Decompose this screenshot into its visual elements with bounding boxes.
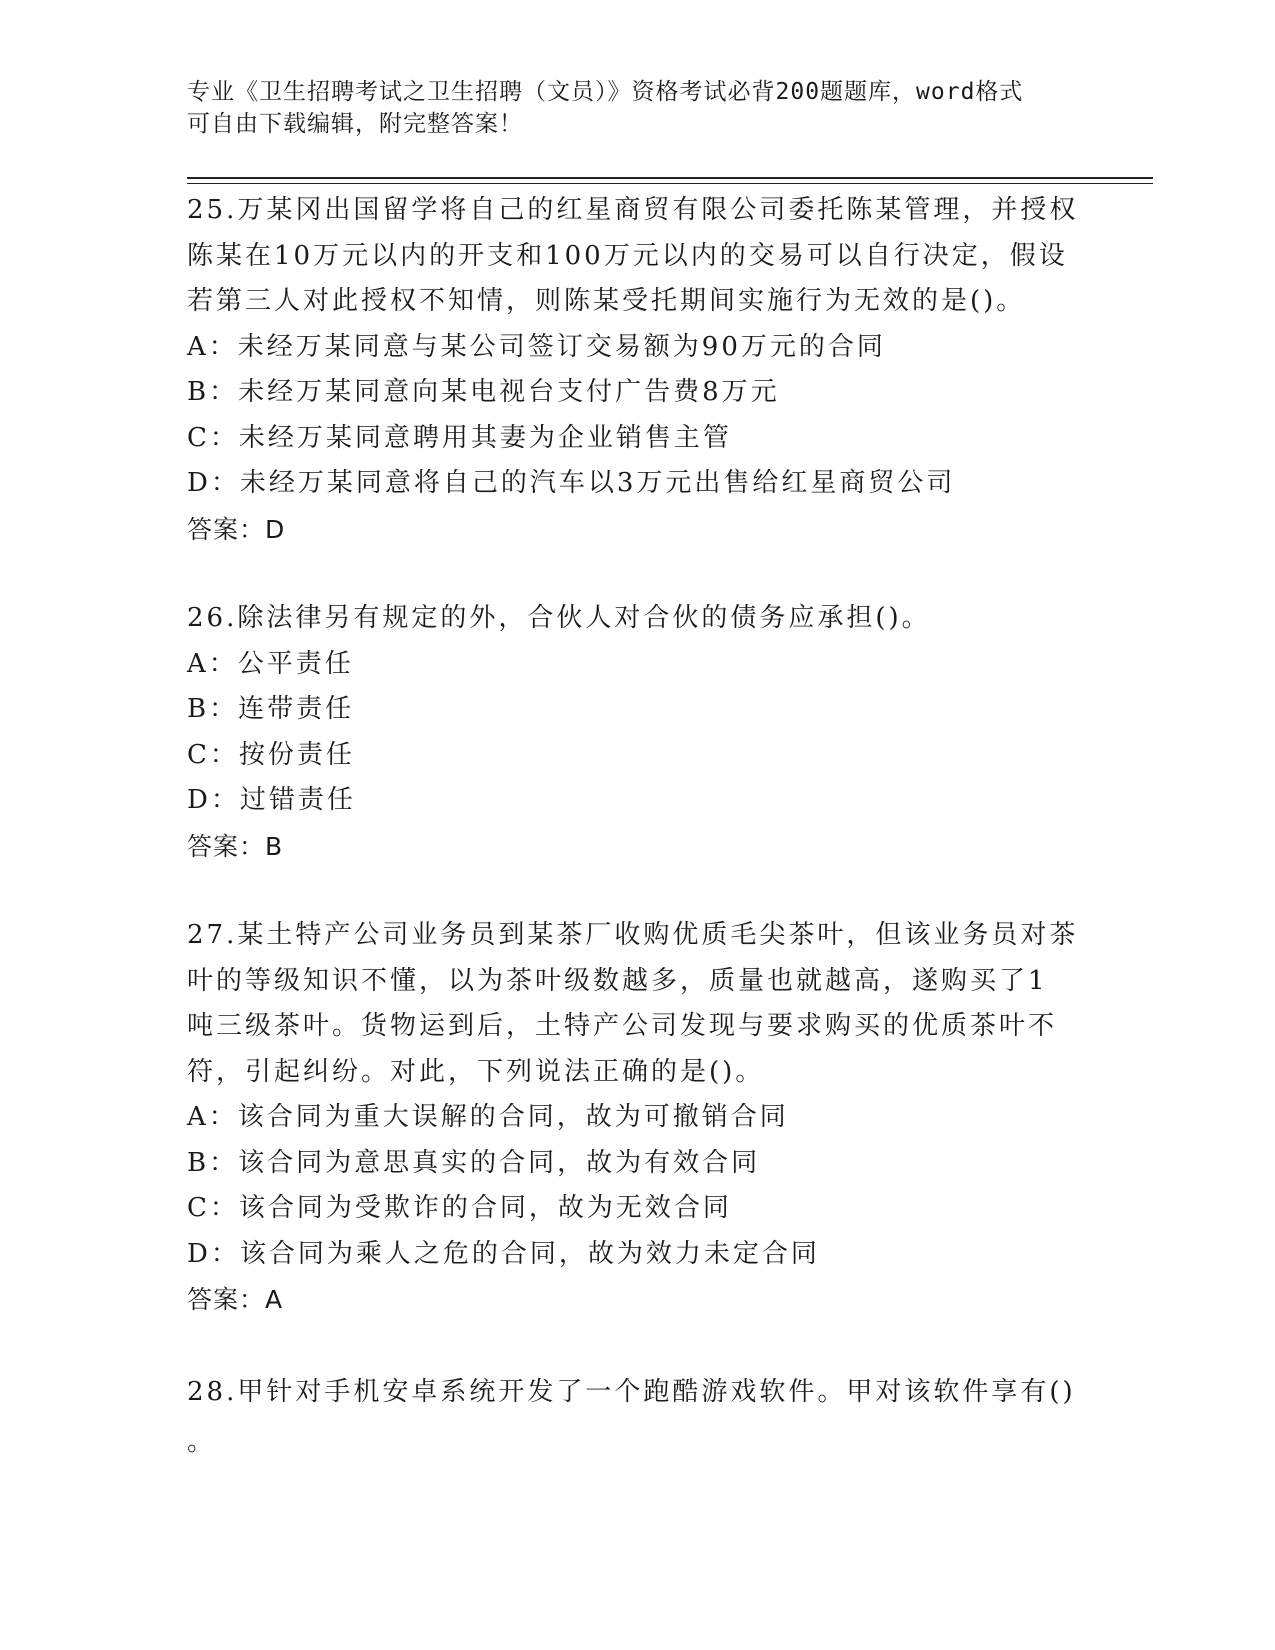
option-d: D：该合同为乘人之危的合同，故为效力未定合同 (187, 1238, 820, 1269)
option-c: C：该合同为受欺诈的合同，故为无效合同 (187, 1193, 732, 1223)
header-line-1: 专业《卫生招聘考试之卫生招聘（文员）》资格考试必背200题题库，word格式 (187, 79, 1024, 105)
question-27 (187, 913, 1087, 1323)
option-c: C：未经万某同意聘用其妻为企业销售主管 (187, 422, 732, 453)
option-d: D：过错责任 (187, 785, 356, 815)
question-stem-line: 26.除法律另有规定的外，合伙人对合伙的债务应承担()。 (187, 603, 931, 633)
option-d: D：未经万某同意将自己的汽车以3万元出售给红星商贸公司 (187, 468, 956, 498)
option-b: B：连带责任 (187, 694, 355, 724)
question-list (187, 188, 1087, 1511)
option-c: C：按份责任 (187, 739, 355, 770)
question-26 (187, 596, 1087, 869)
header-divider-thin (187, 183, 1153, 184)
question-stem-line: 叶的等级知识不懂，以为茶叶级数越多，质量也就越高，遂购买了1 (187, 965, 1048, 996)
answer-line: 答案：A (187, 1285, 284, 1314)
question-stem-line: 若第三人对此授权不知情，则陈某受托期间实施行为无效的是()。 (187, 286, 1026, 316)
option-a: A：该合同为重大误解的合同，故为可撤销合同 (187, 1102, 789, 1132)
question-stem-line: 25.万某冈出国留学将自己的红星商贸有限公司委托陈某管理，并授权 (187, 195, 1079, 225)
option-a: A：未经万某同意与某公司签订交易额为90万元的合同 (187, 331, 886, 362)
option-a: A：公平责任 (187, 648, 354, 679)
question-25 (187, 188, 1087, 552)
question-stem-line: 28.甲针对手机安卓系统开发了一个跑酷游戏软件。甲对该软件享有() (187, 1376, 1076, 1407)
answer-line: 答案：D (187, 514, 286, 544)
question-stem-line: 。 (187, 1426, 217, 1457)
question-stem-line: 符，引起纠纷。对此，下列说法正确的是()。 (187, 1056, 765, 1087)
question-stem-line: 陈某在10万元以内的开支和100万元以内的交易可以自行决定，假设 (187, 240, 1068, 271)
option-b: B：未经万某同意向某电视台支付广告费8万元 (187, 377, 780, 407)
header-divider-thick (187, 177, 1153, 179)
question-stem-line: 吨三级茶叶。货物运到后，土特产公司发现与要求购买的优质茶叶不 (187, 1011, 1058, 1041)
option-b: B：该合同为意思真实的合同，故为有效合同 (187, 1147, 761, 1178)
header-line-2: 可自由下载编辑，附完整答案！ (187, 111, 523, 137)
question-stem-line: 27.某土特产公司业务员到某茶厂收购优质毛尖茶叶，但该业务员对茶 (187, 920, 1079, 950)
answer-line: 答案：B (187, 831, 284, 861)
document-header (187, 76, 1067, 140)
question-28 (187, 1367, 1087, 1467)
